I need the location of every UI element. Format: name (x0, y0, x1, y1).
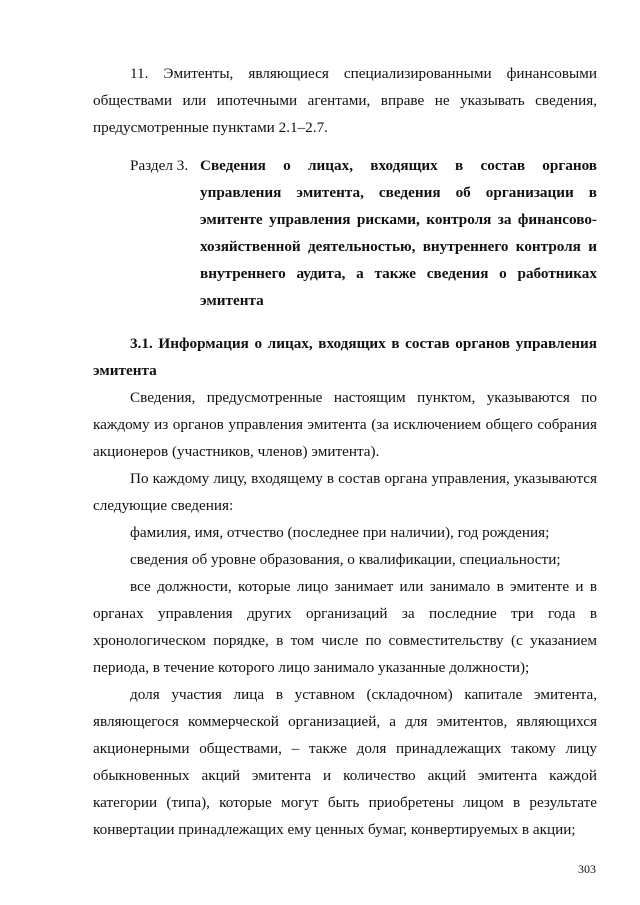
body-paragraph: Сведения, предусмотренные настоящим пунктом, указываются по каждому из органов управления эмитента (за исключением общего собрания акционеров (участников, членов) эмитента). (93, 389, 597, 460)
body-paragraph: По каждому лицу, входящему в состав органа управления, указываются следующие сведения: (93, 470, 597, 514)
section-3-label: Раздел 3. (130, 157, 189, 174)
body-text (93, 384, 597, 843)
paragraph-11: 11. Эмитенты, являющиеся специализированными финансовыми обществами или ипотечными агентами, вправе не указывать сведения, предусмотренные пунктами 2.1–2.7. (93, 65, 597, 136)
section-3-title: Сведения о лицах, входящих в состав органов управления эмитента, сведения об организации в эмитенте управления рисками, контроля за финансово-хозяйственной деятельностью, внутреннего контроля и внутреннего аудита, а также сведения о работниках эмитента (200, 157, 597, 309)
subsection-3-1-title: 3.1. Информация о лицах, входящих в состав органов управления эмитента (93, 335, 597, 379)
list-item: фамилия, имя, отчество (последнее при наличии), год рождения; (130, 524, 550, 541)
page-number: 303 (578, 862, 596, 876)
list-item: сведения об уровне образования, о квалификации, специальности; (130, 551, 561, 568)
list-item: доля участия лица в уставном (складочном) капитале эмитента, являющегося коммерческой организацией, а для эмитентов, являющихся акционерными обществами, – также доля принадлежащих такому лицу обыкновенных акций эмитента и количество акций эмитента каждой категории (типа), которые могут быть приобретены лицом в результате конвертации принадлежащих ему ценных бумаг, конвертируемых в акции; (93, 686, 597, 838)
section-3-heading (93, 152, 597, 314)
list-item: все должности, которые лицо занимает или занимало в эмитенте и в органах управления других организаций за последние три года в хронологическом порядке, в том числе по совместительству (с указанием периода, в течение которого лицо занимало указанные должности); (93, 578, 597, 676)
subsection-3-1-heading (93, 330, 597, 384)
